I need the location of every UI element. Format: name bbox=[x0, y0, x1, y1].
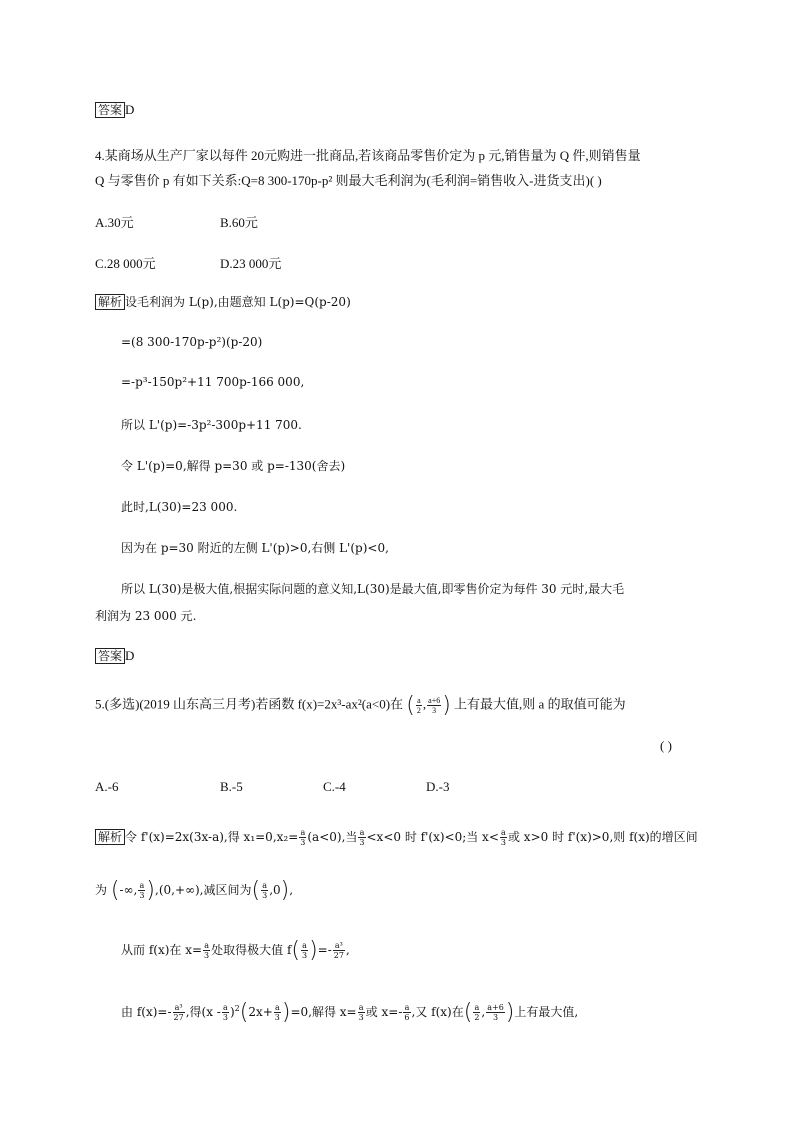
fraction: $\frac{\text{a³}}{27}$ bbox=[173, 1003, 184, 1022]
q4-option-a: A.30元 bbox=[95, 215, 134, 230]
answer-tag: 答案 bbox=[95, 648, 125, 664]
analysis-tag: 解析 bbox=[95, 829, 125, 845]
q4-solution-line: =-p³-150p²+11 700p-166 000, bbox=[121, 375, 305, 389]
paren: ) bbox=[280, 878, 290, 903]
q4-stem-line2: Q 与零售价 p 有如下关系:Q=8 300-170p-p² 则最大毛利润为(毛利润=销售收入-进货支出)( ) bbox=[95, 173, 602, 188]
q5-solution-text: ,又 f(x)在 bbox=[411, 1005, 464, 1019]
q5-solution-text: 或 x>0 时 f'(x)>0,则 f(x)的增区间 bbox=[507, 830, 698, 844]
q5-solution-text: 上有最大值, bbox=[514, 1005, 579, 1019]
fraction: $\frac{\text{a³}}{27}$ bbox=[333, 941, 344, 960]
fraction: $\frac{a}{3}$ bbox=[262, 881, 268, 900]
factored-expression: (x - $\frac{a}{3}$ )$^2$(2x+ $\frac{a}{3}$ ) bbox=[201, 1000, 291, 1025]
fraction: $\frac{a}{3}$ bbox=[358, 1003, 364, 1022]
q5-solution-text: =- bbox=[317, 943, 332, 957]
q5-solution-text: ,得 bbox=[185, 1005, 202, 1019]
q4-solution-line: 令 L'(p)=0,解得 p=30 或 p=-130(舍去) bbox=[121, 459, 346, 473]
q5-solution-text: <x<0 时 f'(x)<0;当 x< bbox=[366, 830, 499, 844]
q5-stem-text: 5.(多选)(2019 山东高三月考)若函数 f(x)=2x³-ax²(a<0)在 bbox=[95, 696, 404, 712]
q5-solution-text: , bbox=[289, 883, 294, 897]
q4-solution-line: 因为在 p=30 附近的左侧 L'(p)>0,右侧 L'(p)<0, bbox=[121, 541, 389, 555]
answer-value: D bbox=[125, 102, 135, 117]
q5-stem: 5.(多选)(2019 山东高三月考)若函数 f(x)=2x³-ax²(a<0)在 ( $\frac{a}{2}$ , $\frac{a+6}{3}$ ) 上有最大值,则 a 的取值可能为 bbox=[95, 693, 626, 718]
q4-option-b: B.60元 bbox=[220, 215, 258, 230]
paren: ) bbox=[309, 938, 318, 963]
q4-option-c: C.28 000元 bbox=[95, 256, 156, 271]
paren: ( bbox=[463, 1000, 473, 1025]
fraction: $\frac{a}{3}$ bbox=[300, 828, 306, 847]
q5-answer-blank: ( ) bbox=[660, 738, 672, 753]
interval-close-paren: ) bbox=[442, 693, 451, 718]
q5-option-a: A.-6 bbox=[95, 779, 119, 794]
q5-solution-text: 令 f'(x)=2x(3x-a),得 x₁=0,x₂= bbox=[125, 830, 299, 844]
q5-solution-text: 为 bbox=[95, 883, 108, 897]
q4-solution-line: 利润为 23 000 元. bbox=[95, 609, 197, 623]
q4-option-d: D.23 000元 bbox=[220, 256, 282, 271]
q4-solution-line: 此时,L(30)=23 000. bbox=[121, 500, 238, 514]
q5-solution-text: =0,解得 x= bbox=[290, 1005, 357, 1019]
answer-value: D bbox=[125, 648, 135, 663]
fraction: $\frac{a+6}{3}$ bbox=[487, 1003, 504, 1022]
paren: ) bbox=[505, 1000, 515, 1025]
q5-solution-line-2: 为 (-∞, $\frac{a}{3}$ ),(0,+∞),减区间为( $\frac{a}{3}$ ,0), bbox=[95, 878, 294, 903]
q5-solution-text: 从而 f(x)在 x= bbox=[121, 943, 203, 957]
q4-stem-line1: 4.某商场从生产厂家以每件 20元购进一批商品,若该商品零售价定为 p 元,销售量为 Q 件,则销售量 bbox=[95, 148, 641, 163]
q5-solution-line-4: 由 f(x)=- $\frac{\text{a³}}{27}$ ,得(x - $\frac{a}{3}$ )$^2$(2x+ $\frac{a}{3}$ )=0,解得 x= $\frac{a}{3}$ 或 x=- $\frac{a}{6}$ ,又 f(x)在( $\frac{a}{2}$ , $\frac{a+6}{3}$ )上有最大值, bbox=[121, 1000, 579, 1025]
fraction: $\frac{a}{6}$ bbox=[404, 1003, 410, 1022]
q5-option-d: D.-3 bbox=[426, 779, 450, 794]
fraction: $\frac{a}{3}$ bbox=[500, 828, 506, 847]
paren: ( bbox=[291, 938, 300, 963]
paren: ( bbox=[251, 878, 261, 903]
fraction: $\frac{a+6}{3}$ bbox=[428, 696, 441, 715]
q4-solution-line: 所以 L'(p)=-3p²-300p+11 700. bbox=[121, 418, 302, 432]
q5-solution-text: (a<0),当 bbox=[307, 830, 358, 844]
q5-solution-text: , bbox=[345, 943, 350, 957]
interval-open-paren: ( bbox=[406, 693, 415, 718]
fraction: $\frac{a}{3}$ bbox=[359, 828, 365, 847]
q4-solution-line: =(8 300-170p-p²)(p-20) bbox=[121, 335, 263, 349]
q4-solution-line: 所以 L(30)是极大值,根据实际问题的意义知,L(30)是最大值,即零售价定为每件 30 元时,最大毛 bbox=[121, 582, 625, 596]
q5-stem-text: 上有最大值,则 a 的取值可能为 bbox=[454, 696, 626, 712]
fraction: $\frac{a}{3}$ bbox=[139, 881, 145, 900]
paren: ) bbox=[146, 878, 155, 903]
q5-solution-text: 处取得极大值 f bbox=[211, 943, 292, 957]
fraction: $\frac{a}{2}$ bbox=[474, 1003, 480, 1022]
fraction: $\frac{a}{3}$ bbox=[301, 941, 308, 960]
q5-solution-line-1 bbox=[95, 828, 698, 847]
fraction: $\frac{a}{2}$ bbox=[416, 696, 421, 715]
answer-row-2 bbox=[95, 648, 134, 664]
q5-option-c: C.-4 bbox=[323, 779, 346, 794]
fraction: $\frac{a}{3}$ bbox=[204, 941, 210, 960]
q5-option-b: B.-5 bbox=[220, 779, 243, 794]
analysis-tag: 解析 bbox=[95, 294, 125, 310]
answer-row-1 bbox=[95, 102, 134, 118]
q4-solution-row-1 bbox=[95, 293, 351, 310]
answer-tag: 答案 bbox=[95, 102, 125, 118]
q5-solution-text: 或 x=- bbox=[365, 1005, 403, 1019]
q5-solution-text: ,(0,+∞),减区间为 bbox=[155, 883, 252, 897]
paren: ( bbox=[110, 878, 120, 903]
q4-solution-line: 设毛利润为 L(p),由题意知 L(p)=Q(p-20) bbox=[125, 295, 351, 309]
q5-solution-line-3 bbox=[121, 938, 350, 963]
q5-solution-text: 由 f(x)=- bbox=[121, 1005, 172, 1019]
